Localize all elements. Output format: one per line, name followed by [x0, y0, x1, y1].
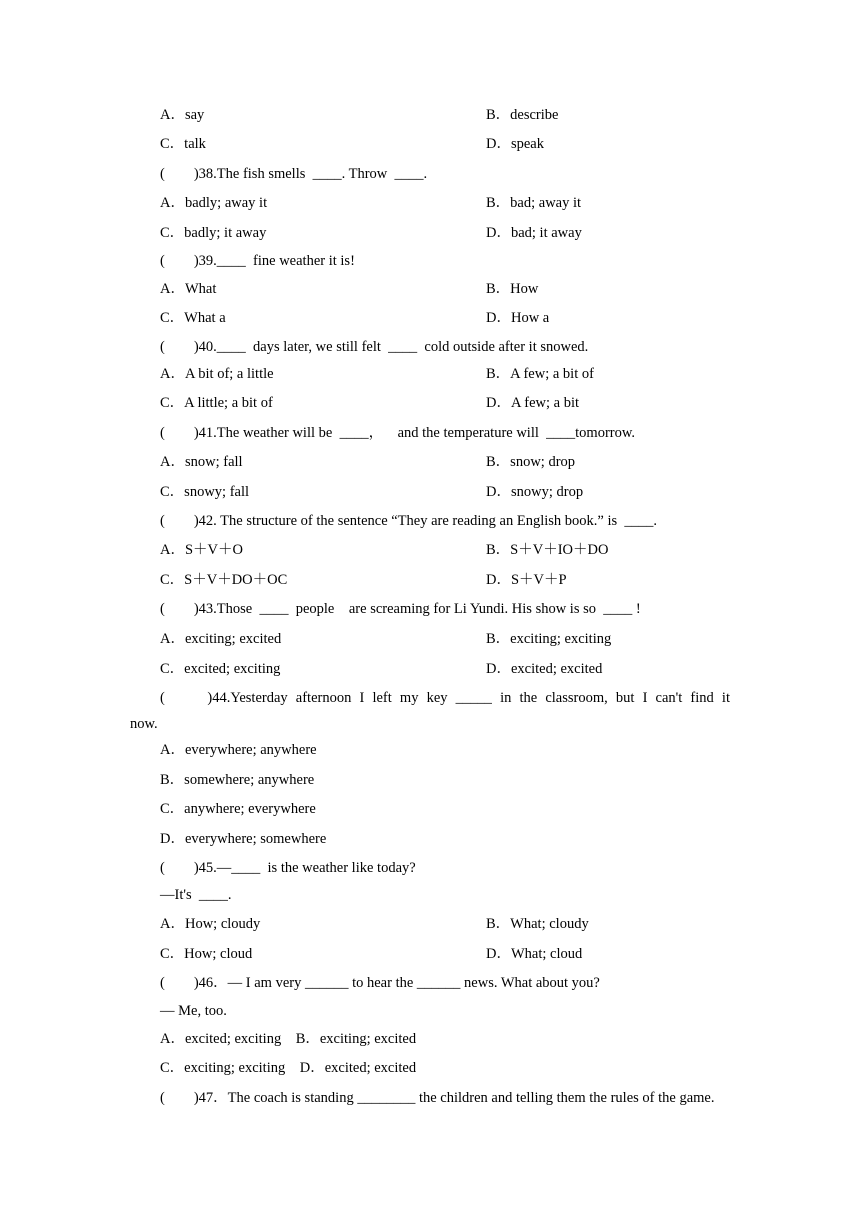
- question-line: ( )42. The structure of the sentence “They are reading an English book.” is ____.: [160, 513, 658, 529]
- answer-option-right: B．bad; away it: [486, 195, 582, 211]
- question-line: ( )38.The fish smells ____. Throw ____.: [160, 166, 428, 182]
- answer-option-right: B．exciting; exciting: [486, 631, 612, 647]
- question-line: ( )47．The coach is standing ________ the children and telling them the rules of the game.: [160, 1090, 715, 1106]
- answer-option-right: D．speak: [486, 136, 544, 152]
- answer-option-left: C．What a: [160, 310, 226, 326]
- answer-option-left: C．badly; it away: [160, 225, 267, 241]
- answer-option-right: D．S＋V＋P: [486, 572, 567, 588]
- answer-option-left: C．How; cloud: [160, 946, 253, 962]
- answer-option-left: C．snowy; fall: [160, 484, 250, 500]
- answer-option-right: B．snow; drop: [486, 454, 576, 470]
- question-line: D．everywhere; somewhere: [160, 831, 327, 847]
- answer-option-right: D．snowy; drop: [486, 484, 584, 500]
- question-44-stem: ( )44.Yesterday afternoon I left my key _____ in the classroom, but I can't find it: [160, 690, 730, 706]
- answer-option-right: B．A few; a bit of: [486, 366, 594, 382]
- answer-option-left: C．S＋V＋DO＋OC: [160, 572, 288, 588]
- answer-option-left: C．A little; a bit of: [160, 395, 273, 411]
- question-line: ( )43.Those ____ people are screaming for Li Yundi. His show is so ____ !: [160, 601, 641, 617]
- answer-option-right: D．bad; it away: [486, 225, 582, 241]
- question-line: ( )41.The weather will be ____， and the temperature will ____tomorrow.: [160, 425, 636, 441]
- question-line: B．somewhere; anywhere: [160, 772, 315, 788]
- answer-option-right: B．What; cloudy: [486, 916, 589, 932]
- answer-option-right: D．excited; excited: [486, 661, 603, 677]
- answer-option-right: D．A few; a bit: [486, 395, 580, 411]
- question-line: ( )45.—____ is the weather like today?: [160, 860, 416, 876]
- answer-option-left: C．excited; exciting: [160, 661, 281, 677]
- question-line: A．excited; exciting B．exciting; excited: [160, 1031, 417, 1047]
- answer-option-right: D．What; cloud: [486, 946, 583, 962]
- question-line: ( )40.____ days later, we still felt ____ cold outside after it snowed.: [160, 339, 589, 355]
- answer-option-left: A．say: [160, 107, 205, 123]
- question-line: ( )39.____ fine weather it is!: [160, 253, 355, 269]
- question-line: ( )46．— I am very ______ to hear the ______ news. What about you?: [160, 975, 600, 991]
- question-line: —It's ____.: [160, 887, 232, 903]
- answer-option-left: A．S＋V＋O: [160, 542, 243, 558]
- question-44-stem-continued: now.: [130, 716, 158, 732]
- answer-option-right: B．How: [486, 281, 539, 297]
- answer-option-left: A．A bit of; a little: [160, 366, 274, 382]
- answer-option-right: B．S＋V＋IO＋DO: [486, 542, 609, 558]
- answer-option-left: A．exciting; excited: [160, 631, 282, 647]
- answer-option-left: A．What: [160, 281, 217, 297]
- answer-option-left: A．badly; away it: [160, 195, 268, 211]
- question-line: C．exciting; exciting D．excited; excited: [160, 1060, 417, 1076]
- question-line: A．everywhere; anywhere: [160, 742, 317, 758]
- answer-option-left: C．talk: [160, 136, 206, 152]
- answer-option-left: A．snow; fall: [160, 454, 243, 470]
- answer-option-left: A．How; cloudy: [160, 916, 261, 932]
- answer-option-right: D．How a: [486, 310, 550, 326]
- question-line: C．anywhere; everywhere: [160, 801, 316, 817]
- question-line: — Me, too.: [160, 1003, 227, 1019]
- answer-option-right: B．describe: [486, 107, 559, 123]
